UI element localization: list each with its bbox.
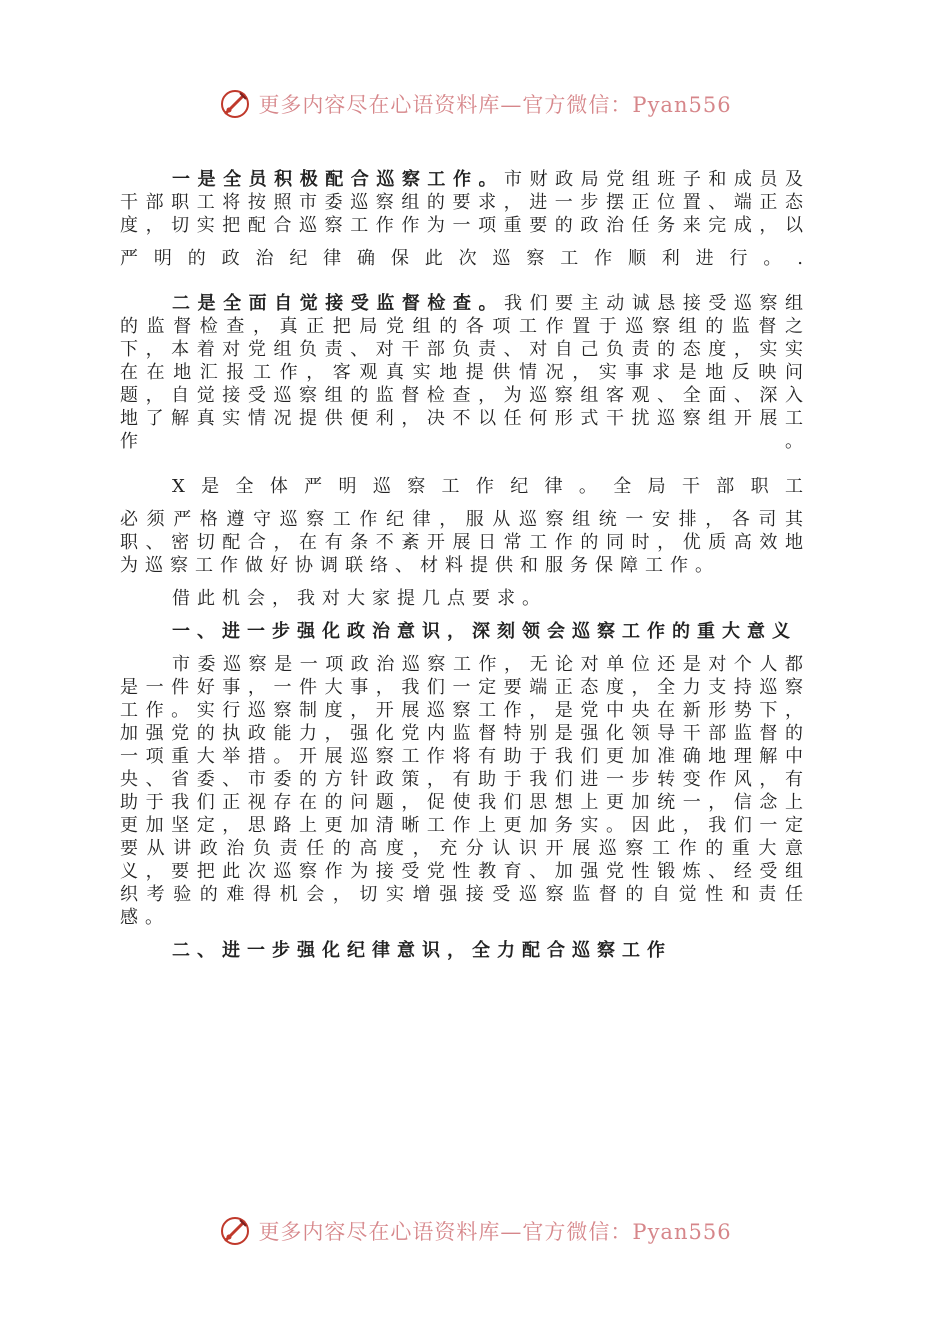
document-body (120, 168, 810, 962)
section-heading-2: 二、进一步强化纪律意识，全力配合巡察工作 (172, 940, 672, 961)
paragraph-1-tail: 严明的政治纪律确保此次巡察工作顺利进行。. (120, 248, 810, 269)
pen-seal-icon (218, 87, 252, 121)
paragraph-3-first-line: X是全体严明巡察工作纪律。全局干部职工 (172, 476, 810, 497)
watermark-footer (0, 1211, 950, 1251)
pen-seal-icon (218, 1214, 252, 1248)
paragraph-4: 借此机会，我对大家提几点要求。 (172, 588, 547, 609)
section-heading-1: 一、进一步强化政治意识，深刻领会巡察工作的重大意义 (172, 621, 797, 642)
paragraph-3-text: 必须严格遵守巡察工作纪律，服从巡察组统一安排，各司其职、密切配合，在有条不紊开展日常工作的同时，优质高效地为巡察工作做好协调联络、材料提供和服务保障工作。 (120, 509, 810, 576)
paragraph-1-text: 市财政局党组班子和成员及干部职工将按照市委巡察组的要求，进一步摆正位置、端正态度，切实把配合巡察工作作为一项重要的政治任务来完成，以 (120, 169, 811, 236)
paragraph-5: 市委巡察是一项政治巡察工作，无论对单位还是对个人都是一件好事，一件大事，我们一定要端正态度，全力支持巡察工作。实行巡察制度，开展巡察工作，是党中央在新形势下，加强党的执政能力，强化党内监督特别是强化领导干部监督的一项重大举措。开展巡察工作将有助于我们更加准确地理解中央、省委、市委的方针政策，有助于我们进一步转变作风，有助于我们正视存在的问题，促使我们思想上更加统一，信念上更加坚定，思路上更加清晰工作上更加务实。因此，我们一定要从讲政治负责任的高度，充分认识开展巡察工作的重大意义，要把此次巡察作为接受党性教育、加强党性锻炼、经受组织考验的难得机会，切实增强接受巡察监督的自觉性和责任感。 (120, 654, 810, 928)
paragraph-2-text: 我们要主动诚恳接受巡察组的监督检查，真正把局党组的各项工作置于巡察组的监督之下，本着对党组负责、对干部负责、对自己负责的态度，实实在在地汇报工作，客观真实地提供情况，实事求是地反映问题，自觉接受巡察组的监督检查，为巡察组客观、全面、深入地了解真实情况提供便利，决不以任何形式干扰巡察组开展工作。 (120, 293, 811, 452)
watermark-header (0, 84, 950, 124)
paragraph-1 (120, 168, 810, 237)
paragraph-1-heading: 一是全员积极配合巡察工作。 (172, 169, 505, 190)
watermark-text: 更多内容尽在心语资料库—官方微信：Pyan556 (258, 1220, 732, 1244)
watermark-text: 更多内容尽在心语资料库—官方微信：Pyan556 (258, 93, 732, 117)
paragraph-2 (120, 292, 810, 453)
paragraph-2-heading: 二是全面自觉接受监督检查。 (172, 293, 505, 314)
